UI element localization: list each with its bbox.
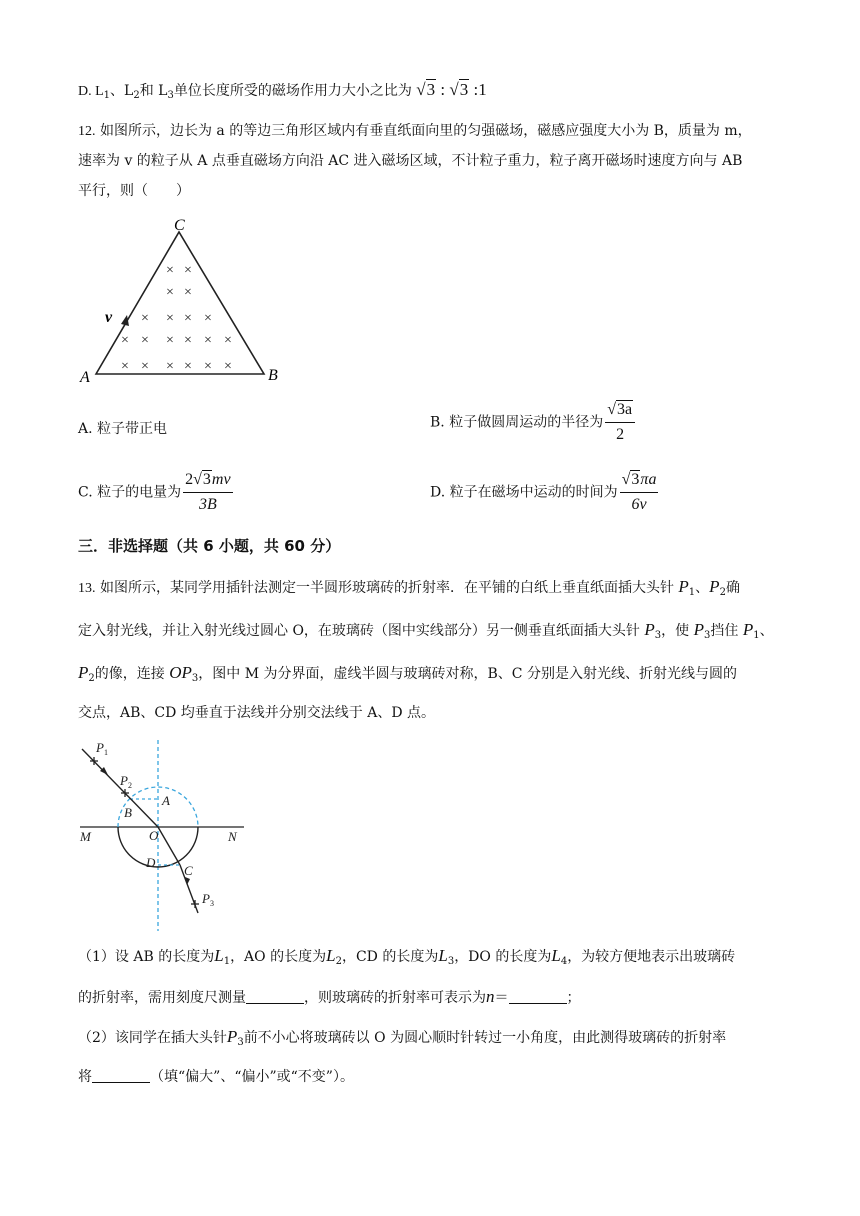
label-a: A bbox=[80, 369, 90, 385]
field-cross: × bbox=[204, 359, 212, 374]
field-cross: × bbox=[184, 359, 192, 374]
label-p3: $P_3$ bbox=[202, 891, 214, 908]
pin-marks bbox=[90, 757, 199, 908]
q12-line1: 12. 如图所示，边长为 a 的等边三角形区域内有垂直纸面向里的匀强磁场，磁感应强度大小为 B，质量为 m， bbox=[78, 123, 752, 139]
field-cross: × bbox=[166, 263, 174, 278]
q12-line3: 平行，则（ ） bbox=[78, 183, 190, 199]
label-v: v bbox=[105, 309, 113, 326]
label-n: N bbox=[228, 829, 237, 844]
field-cross: × bbox=[204, 311, 212, 326]
field-cross: × bbox=[184, 263, 192, 278]
q13-sub2-line1: （2）该同学在插大头针$P_3$前不小心将玻璃砖以 O 为圆心顺时针转过一小角度，由此测得玻璃砖的折射率 bbox=[78, 1027, 727, 1048]
label-o: O bbox=[149, 828, 159, 843]
field-cross: × bbox=[166, 359, 174, 374]
field-cross: × bbox=[141, 311, 149, 326]
label-p1: $P_1$ bbox=[96, 740, 108, 757]
answer-blank-2[interactable] bbox=[509, 988, 567, 1004]
field-cross: × bbox=[141, 333, 149, 348]
field-cross: × bbox=[166, 285, 174, 300]
q13-line4: 交点，AB、CD 均垂直于法线并分别交法线于 A、D 点。 bbox=[78, 705, 436, 721]
field-cross: × bbox=[184, 311, 192, 326]
label-a: A bbox=[162, 793, 170, 808]
q12-option-d: D. 粒子在磁场中运动的时间为 $\frac{√3\pi a}{6v}$ bbox=[430, 471, 657, 513]
field-cross: × bbox=[121, 359, 129, 374]
ratio: √3 : √3 :1 bbox=[416, 80, 487, 99]
field-cross: × bbox=[184, 285, 192, 300]
answer-blank-3[interactable] bbox=[92, 1067, 150, 1083]
field-cross: × bbox=[204, 333, 212, 348]
label-d: D bbox=[146, 855, 156, 870]
q12-triangle-figure bbox=[74, 210, 294, 385]
label-c: C bbox=[174, 217, 185, 234]
field-crosses bbox=[121, 263, 232, 374]
q12-option-a: A. 粒子带正电 bbox=[78, 421, 168, 437]
field-cross: × bbox=[166, 311, 174, 326]
q12-line2: 速率为 v 的粒子从 A 点垂直磁场方向沿 AC 进入磁场区域，不计粒子重力，粒子离开磁场时速度方向与 AB bbox=[78, 153, 743, 169]
q13-refraction-figure bbox=[74, 735, 254, 935]
field-cross: × bbox=[141, 359, 149, 374]
q12-option-c: C. 粒子的电量为 $\frac{2√3mv}{3B}$ bbox=[78, 471, 231, 513]
q13-sub2-line2: 将 （填“偏大”、“偏小”或“不变”）。 bbox=[78, 1069, 354, 1085]
option-d-prev: D. $L_1$、$L_2$和 $L_3$单位长度所受的磁场作用力大小之比为 √3 : √3 :1 bbox=[78, 80, 487, 101]
label-b: B bbox=[268, 367, 278, 384]
q13-line3: $P_2$的像，连接 $OP_3$，图中 M 为分界面，虚线半圆与玻璃砖对称，B、C 分别是入射光线、折射光线与圆的 bbox=[78, 663, 737, 684]
q13-line1: 13. 如图所示，某同学用插针法测定一半圆形玻璃砖的折射率．在平铺的白纸上垂直纸面插大头针 $P_1$、$P_2$确 bbox=[78, 577, 740, 598]
label-m: M bbox=[80, 829, 91, 844]
label-c: C bbox=[184, 863, 193, 878]
triangle-outline bbox=[96, 232, 264, 374]
q13-line2: 定入射光线，并让入射光线过圆心 O，在玻璃砖（图中实线部分）另一侧垂直纸面插大头针 $P_3$，使 $P_3$挡住 $P_1$、 bbox=[78, 620, 774, 641]
velocity-arrow bbox=[121, 315, 129, 326]
field-cross: × bbox=[166, 333, 174, 348]
label-b: B bbox=[124, 805, 132, 820]
q13-sub1-line2: 的折射率，需用刻度尺测量 ，则玻璃砖的折射率可表示为n＝ ； bbox=[78, 987, 581, 1006]
answer-blank-1[interactable] bbox=[246, 988, 304, 1004]
field-cross: × bbox=[121, 333, 129, 348]
label-p2: $P_2$ bbox=[120, 773, 132, 790]
q12-option-b: B. 粒子做圆周运动的半径为 $\frac{√3a}{2}$ bbox=[430, 400, 637, 445]
section-title: 三．非选择题（共 6 小题，共 60 分） bbox=[78, 537, 341, 555]
field-cross: × bbox=[184, 333, 192, 348]
q13-sub1-line1: （1）设 AB 的长度为$L_1$，AO 的长度为$L_2$，CD 的长度为$L_3$，DO 的长度为$L_4$，为较方便地表示出玻璃砖 bbox=[78, 946, 736, 967]
field-cross: × bbox=[224, 333, 232, 348]
field-cross: × bbox=[224, 359, 232, 374]
refracted-ray bbox=[158, 827, 180, 865]
